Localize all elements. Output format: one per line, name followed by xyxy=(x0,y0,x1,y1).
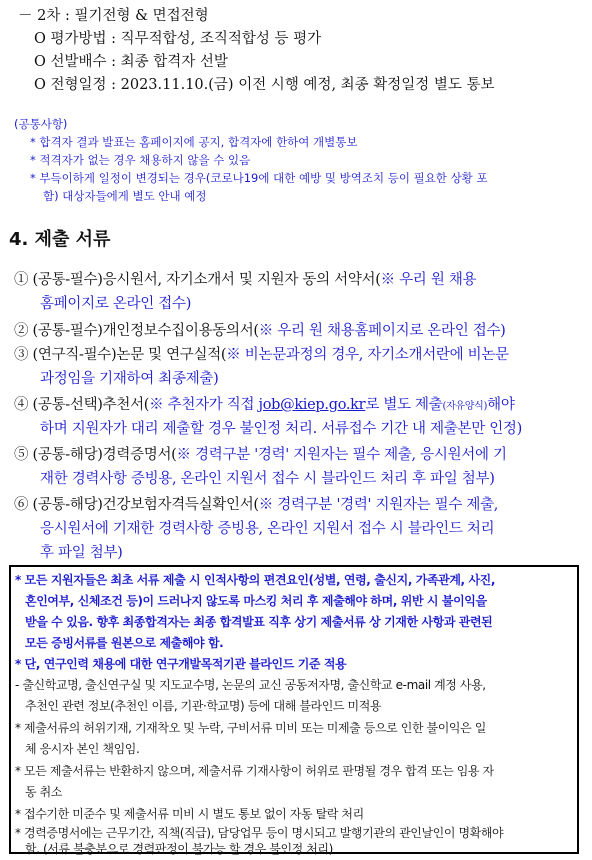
doc-item-2: ② (공통-필수)개인정보수집이용동의서(※ 우리 원 채용홈페이지로 온라인 접수) xyxy=(14,323,506,339)
common-label: (공통사항) xyxy=(14,117,68,131)
doc-item-5: ⑤ (공통-해당)경력증명서(※ 경력구분 '경력' 지원자는 필수 제출, 응시원서에 기 xyxy=(14,447,507,463)
notice-box xyxy=(9,565,579,854)
stage2-schedule: O 전형일정 : 2023.11.10.(금) 이전 시행 예정, 최종 확정일정 별도 통보 xyxy=(34,77,495,93)
notice-line-6: - 출신학교명, 출신연구실 및 지도교수명, 논문의 교신 공동저자명, 출신학교 e-mail 계정 사용, xyxy=(15,678,486,692)
notice-line-3: 받을 수 있음. 향후 최종합격자는 최종 합격발표 직후 상기 제출서류 상 기재한 사항과 관련된 xyxy=(25,615,493,629)
notice-line-14: 함. (서류 불충분으로 경력판정이 불가능 할 경우 불인정 처리) xyxy=(25,842,333,856)
notice-line-4: 모든 증빙서류를 원본으로 제출해야 함. xyxy=(25,636,224,650)
common-item-3-cont: 함) 대상자들에게 별도 안내 예정 xyxy=(43,189,207,203)
notice-line-8: * 제출서류의 허위기재, 기재착오 및 누락, 구비서류 미비 또는 미제출 등으로 인한 불이익은 일 xyxy=(15,721,486,735)
common-item-2: * 적격자가 없는 경우 채용하지 않을 수 있음 xyxy=(30,153,251,167)
doc-item-6-cont: 응시원서에 기재한 경력사항 증빙용, 온라인 지원서 접수 시 블라인드 처리 xyxy=(40,521,495,537)
stage2-method: O 평가방법 : 직무적합성, 조직적합성 등 평가 xyxy=(34,31,322,47)
section-heading: 4. 제출 서류 xyxy=(9,229,111,250)
doc-item-6-cont2: 후 파일 첨부) xyxy=(40,545,123,561)
stage2-title: － 2차 : 필기전형 & 면접전형 xyxy=(18,8,209,24)
notice-line-13: * 경력증명서에는 근무기간, 직책(직급), 담당업무 등이 명시되고 발행기관의 관인날인이 명확해야 xyxy=(15,826,504,840)
doc-item-1: ① (공통-필수)응시원서, 자기소개서 및 지원자 동의 서약서(※ 우리 원 채용 xyxy=(14,272,477,288)
notice-line-1: * 모든 지원자들은 최초 서류 제출 시 인적사항의 편견요인(성별, 연령, 출신지, 가족관계, 사진, xyxy=(15,573,496,587)
recommendation-email-link[interactable]: job@kiep.go.kr xyxy=(258,397,366,413)
doc-item-4: ④ (공통-선택)추천서(※ 추천자가 직접 job@kiep.go.kr로 별도 제출(자유양식)해야 xyxy=(14,397,515,413)
doc-item-4-cont: 하며 지원자가 대리 제출할 경우 불인정 처리. 서류접수 기간 내 제출본만 인정) xyxy=(40,421,522,437)
notice-line-2: 혼인여부, 신체조건 등)이 드러나지 않도록 마스킹 처리 후 제출해야 하며, 위반 시 불이익을 xyxy=(25,594,487,608)
notice-line-9: 체 응시자 본인 책임임. xyxy=(25,742,140,756)
notice-line-5: * 단, 연구인력 채용에 대한 연구개발목적기관 블라인드 기준 적용 xyxy=(15,657,347,671)
notice-line-12: * 접수기한 미준수 및 제출서류 미비 시 별도 통보 없이 자동 탈락 처리 xyxy=(15,807,364,821)
doc-item-5-cont: 재한 경력사항 증빙용, 온라인 지원서 접수 시 블라인드 처리 후 파일 첨부) xyxy=(40,471,495,487)
doc-item-1-cont: 홈페이지로 온라인 접수) xyxy=(40,296,192,312)
notice-line-7: 추천인 관련 정보(추천인 이름, 기관·학교명) 등에 대해 블라인드 미적용 xyxy=(25,699,382,713)
doc-item-6: ⑥ (공통-해당)건강보험자격득실확인서(※ 경력구분 '경력' 지원자는 필수 제출, xyxy=(14,497,499,513)
common-item-1: * 합격자 결과 발표는 홈페이지에 공지, 합격자에 한하여 개별통보 xyxy=(30,135,358,149)
stage2-multiple: O 선발배수 : 최종 합격자 선발 xyxy=(34,54,228,70)
doc-item-3: ③ (연구직-필수)논문 및 연구실적(※ 비논문과정의 경우, 자기소개서란에 비논문 xyxy=(14,347,509,363)
doc-item-3-cont: 과정임을 기재하여 최종제출) xyxy=(40,371,219,387)
notice-line-11: 동 취소 xyxy=(25,785,62,799)
common-item-3: * 부득이하게 일정이 변경되는 경우(코로나19에 대한 예방 및 방역조치 등이 필요한 상황 포 xyxy=(30,171,488,185)
notice-line-10: * 모든 제출서류는 반환하지 않으며, 제출서류 기재사항이 허위로 판명될 경우 합격 또는 임용 자 xyxy=(15,764,494,778)
